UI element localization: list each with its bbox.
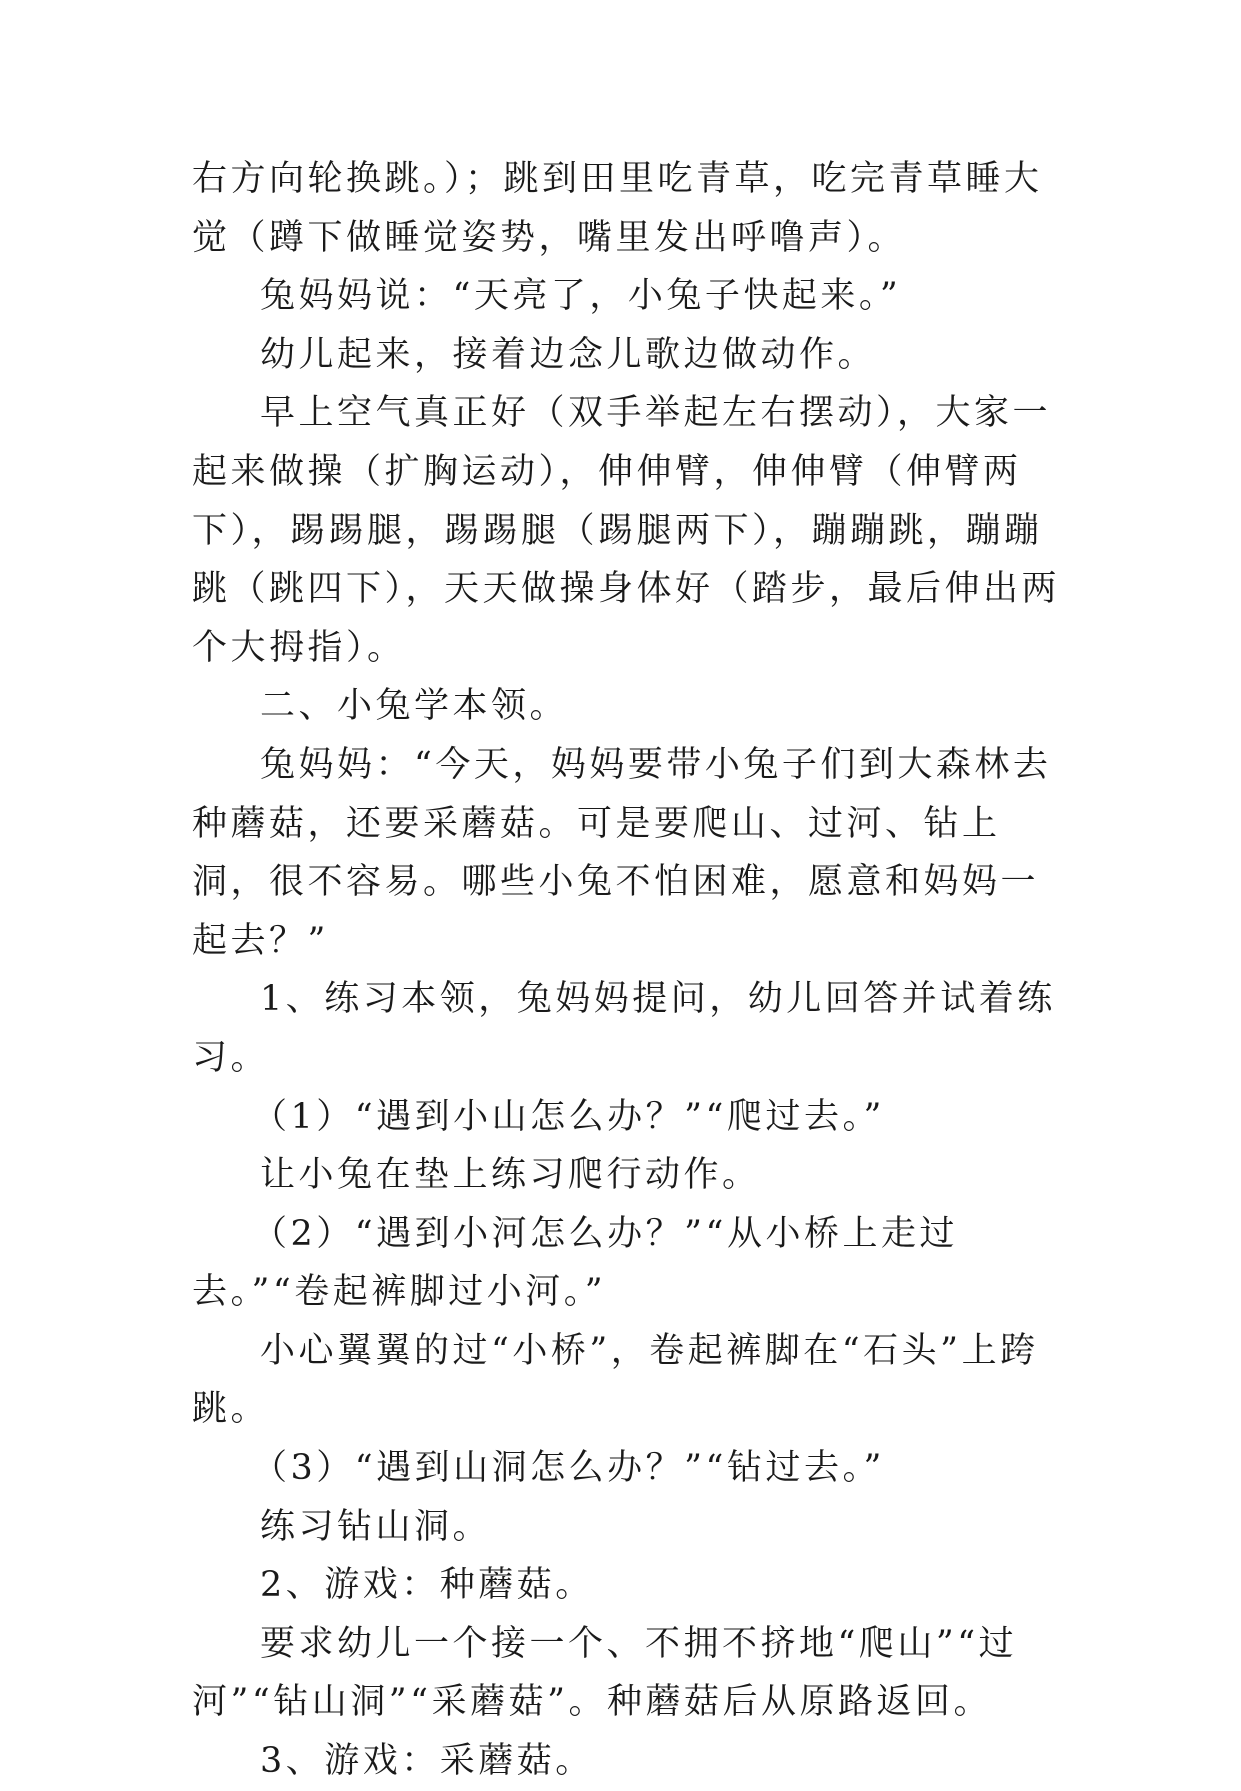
paragraph: 右方向轮换跳。）；跳到田里吃青草，吃完青草睡大觉（蹲下做睡觉姿势，嘴里发出呼噜声）。 [192, 159, 1043, 258]
paragraph: 幼儿起来，接着边念儿歌边做动作。 [260, 334, 877, 375]
section-heading: 二、小兔学本领。 [260, 686, 569, 727]
paragraph: 小心翼翼的过“小桥”，卷起裤脚在“石头”上跨跳。 [192, 1330, 1039, 1430]
paragraph: 兔妈妈：“今天，妈妈要带小兔子们到大森林去种蘑菇，还要采蘑菇。可是要爬山、过河、钻上洞，很不容易。哪些小兔不怕困难，愿意和妈妈一起去？” [192, 744, 1052, 961]
paragraph: 兔妈妈说：“天亮了，小兔子快起来。” [260, 276, 902, 317]
paragraph: 让小兔在垫上练习爬行动作。 [260, 1155, 761, 1196]
list-item: 1、练习本领，兔妈妈提问，幼儿回答并试着练习。 [192, 979, 1056, 1078]
paragraph: 要求幼儿一个接一个、不拥不挤地“爬山”“过河”“钻山洞”“采蘑菇”。种蘑菇后从原路返回。 [192, 1623, 1018, 1723]
sub-list-item: （3）“遇到山洞怎么办？”“钻过去。” [252, 1448, 885, 1489]
paragraph: 练习钻山洞。 [260, 1506, 492, 1547]
paragraph: 早上空气真正好（双手举起左右摆动），大家一起来做操（扩胸运动），伸伸臂，伸伸臂（伸臂两下），踢踢腿，踢踢腿（踢腿两下），蹦蹦跳，蹦蹦跳（跳四下），天天做操身体好（踏步，最后伸出两个大拇指）。 [192, 393, 1061, 668]
list-item: 3、游戏：采蘑菇。 [260, 1741, 594, 1782]
document-body [192, 150, 1072, 1791]
sub-list-item: （1）“遇到小山怎么办？”“爬过去。” [252, 1096, 885, 1137]
list-item: 2、游戏：种蘑菇。 [260, 1565, 594, 1606]
sub-list-item: （2）“遇到小河怎么办？”“从小桥上走过去。”“卷起裤脚过小河。” [192, 1213, 958, 1313]
